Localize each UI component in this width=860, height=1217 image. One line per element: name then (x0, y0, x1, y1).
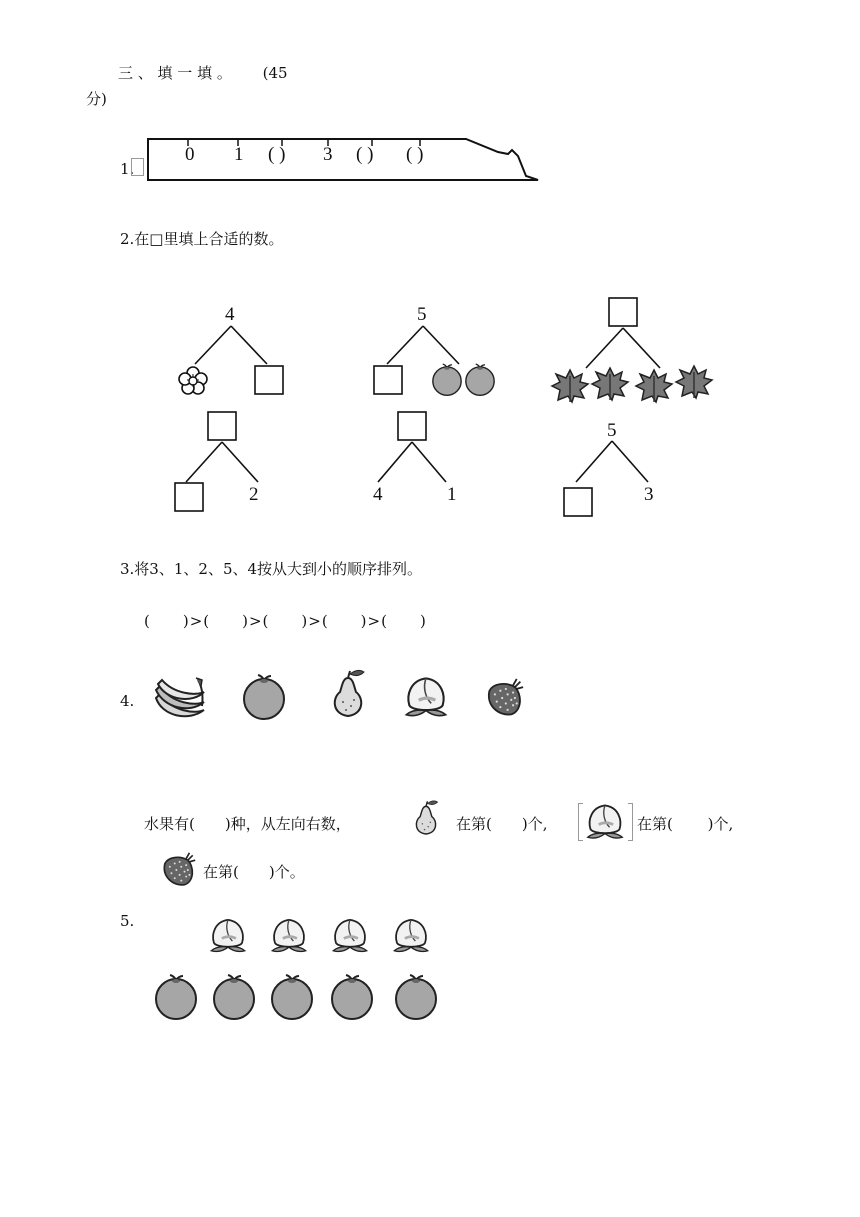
pear-icon (410, 798, 442, 838)
image-frame-right (628, 803, 633, 841)
t2-top-number: 5 (417, 304, 427, 325)
orange-icon (463, 362, 497, 396)
peach-icon (206, 914, 250, 954)
t3-top-box[interactable] (609, 298, 637, 326)
t5-top-box[interactable] (398, 412, 426, 440)
peach-icon (582, 800, 628, 840)
section-points: (45 (262, 64, 288, 82)
ruler-mark-0: 0 (185, 144, 195, 165)
t5-left-number: 4 (373, 484, 383, 505)
strawberry-icon (484, 678, 524, 718)
pear-icon (326, 668, 370, 720)
leaf-icon (550, 368, 590, 404)
q4-sentence-4[interactable]: 在第( )个。 (203, 863, 305, 881)
orange-icon (240, 672, 288, 720)
ruler-blank-1[interactable]: ( ) (268, 144, 286, 165)
q5-orange-row (152, 972, 440, 1020)
ruler-blank-2[interactable]: ( ) (356, 144, 374, 165)
t6-right-number: 3 (644, 484, 654, 505)
leaf-icon (674, 364, 714, 400)
peach-icon (328, 914, 372, 954)
orange-icon (392, 972, 440, 1020)
t1-right-box[interactable] (255, 366, 283, 394)
orange-icon (268, 972, 316, 1020)
q3-instruction: 3.将3、1、2、5、4按从大到小的顺序排列。 (120, 560, 423, 578)
q1-label: 1. (120, 160, 135, 178)
t6-top-number: 5 (607, 420, 617, 441)
q4-sentence-1[interactable]: 水果有( )种，从左向右数， (144, 815, 351, 833)
orange-icon (210, 972, 258, 1020)
t4-left-box[interactable] (175, 483, 203, 511)
ruler-mark-3: 3 (323, 144, 333, 165)
q3-answer-line[interactable]: ( )>( )>( )>( )>( ) (144, 612, 427, 630)
section-points-close: 分) (86, 90, 107, 108)
t2-left-box[interactable] (374, 366, 402, 394)
q5-label: 5. (120, 912, 135, 930)
t6-left-box[interactable] (564, 488, 592, 516)
ruler-blank-3[interactable]: ( ) (406, 144, 424, 165)
leaf-icon (590, 366, 630, 402)
ruler-mark-1: 1 (234, 144, 244, 165)
orange-icon (152, 972, 200, 1020)
t5-right-number: 1 (447, 484, 457, 505)
q5-peach-row (206, 914, 433, 954)
t4-top-box[interactable] (208, 412, 236, 440)
banana-icon (152, 676, 208, 724)
peach-icon (267, 914, 311, 954)
section-title: 三 、 填 一 填 。 (118, 64, 232, 82)
peach-icon (400, 672, 452, 718)
leaf-icon (634, 368, 674, 404)
peach-icon (389, 914, 433, 954)
q4-sentence-2[interactable]: 在第( )个, (456, 815, 548, 833)
q2-instruction: 2.在□里填上合适的数。 (120, 230, 284, 248)
orange-icon (430, 362, 464, 396)
flower-icon (178, 366, 208, 396)
t4-right-number: 2 (249, 484, 259, 505)
q4-label: 4. (120, 692, 135, 710)
q4-sentence-3[interactable]: 在第( )个, (637, 815, 734, 833)
strawberry-icon (160, 852, 196, 888)
orange-icon (328, 972, 376, 1020)
t1-top-number: 4 (225, 304, 235, 325)
